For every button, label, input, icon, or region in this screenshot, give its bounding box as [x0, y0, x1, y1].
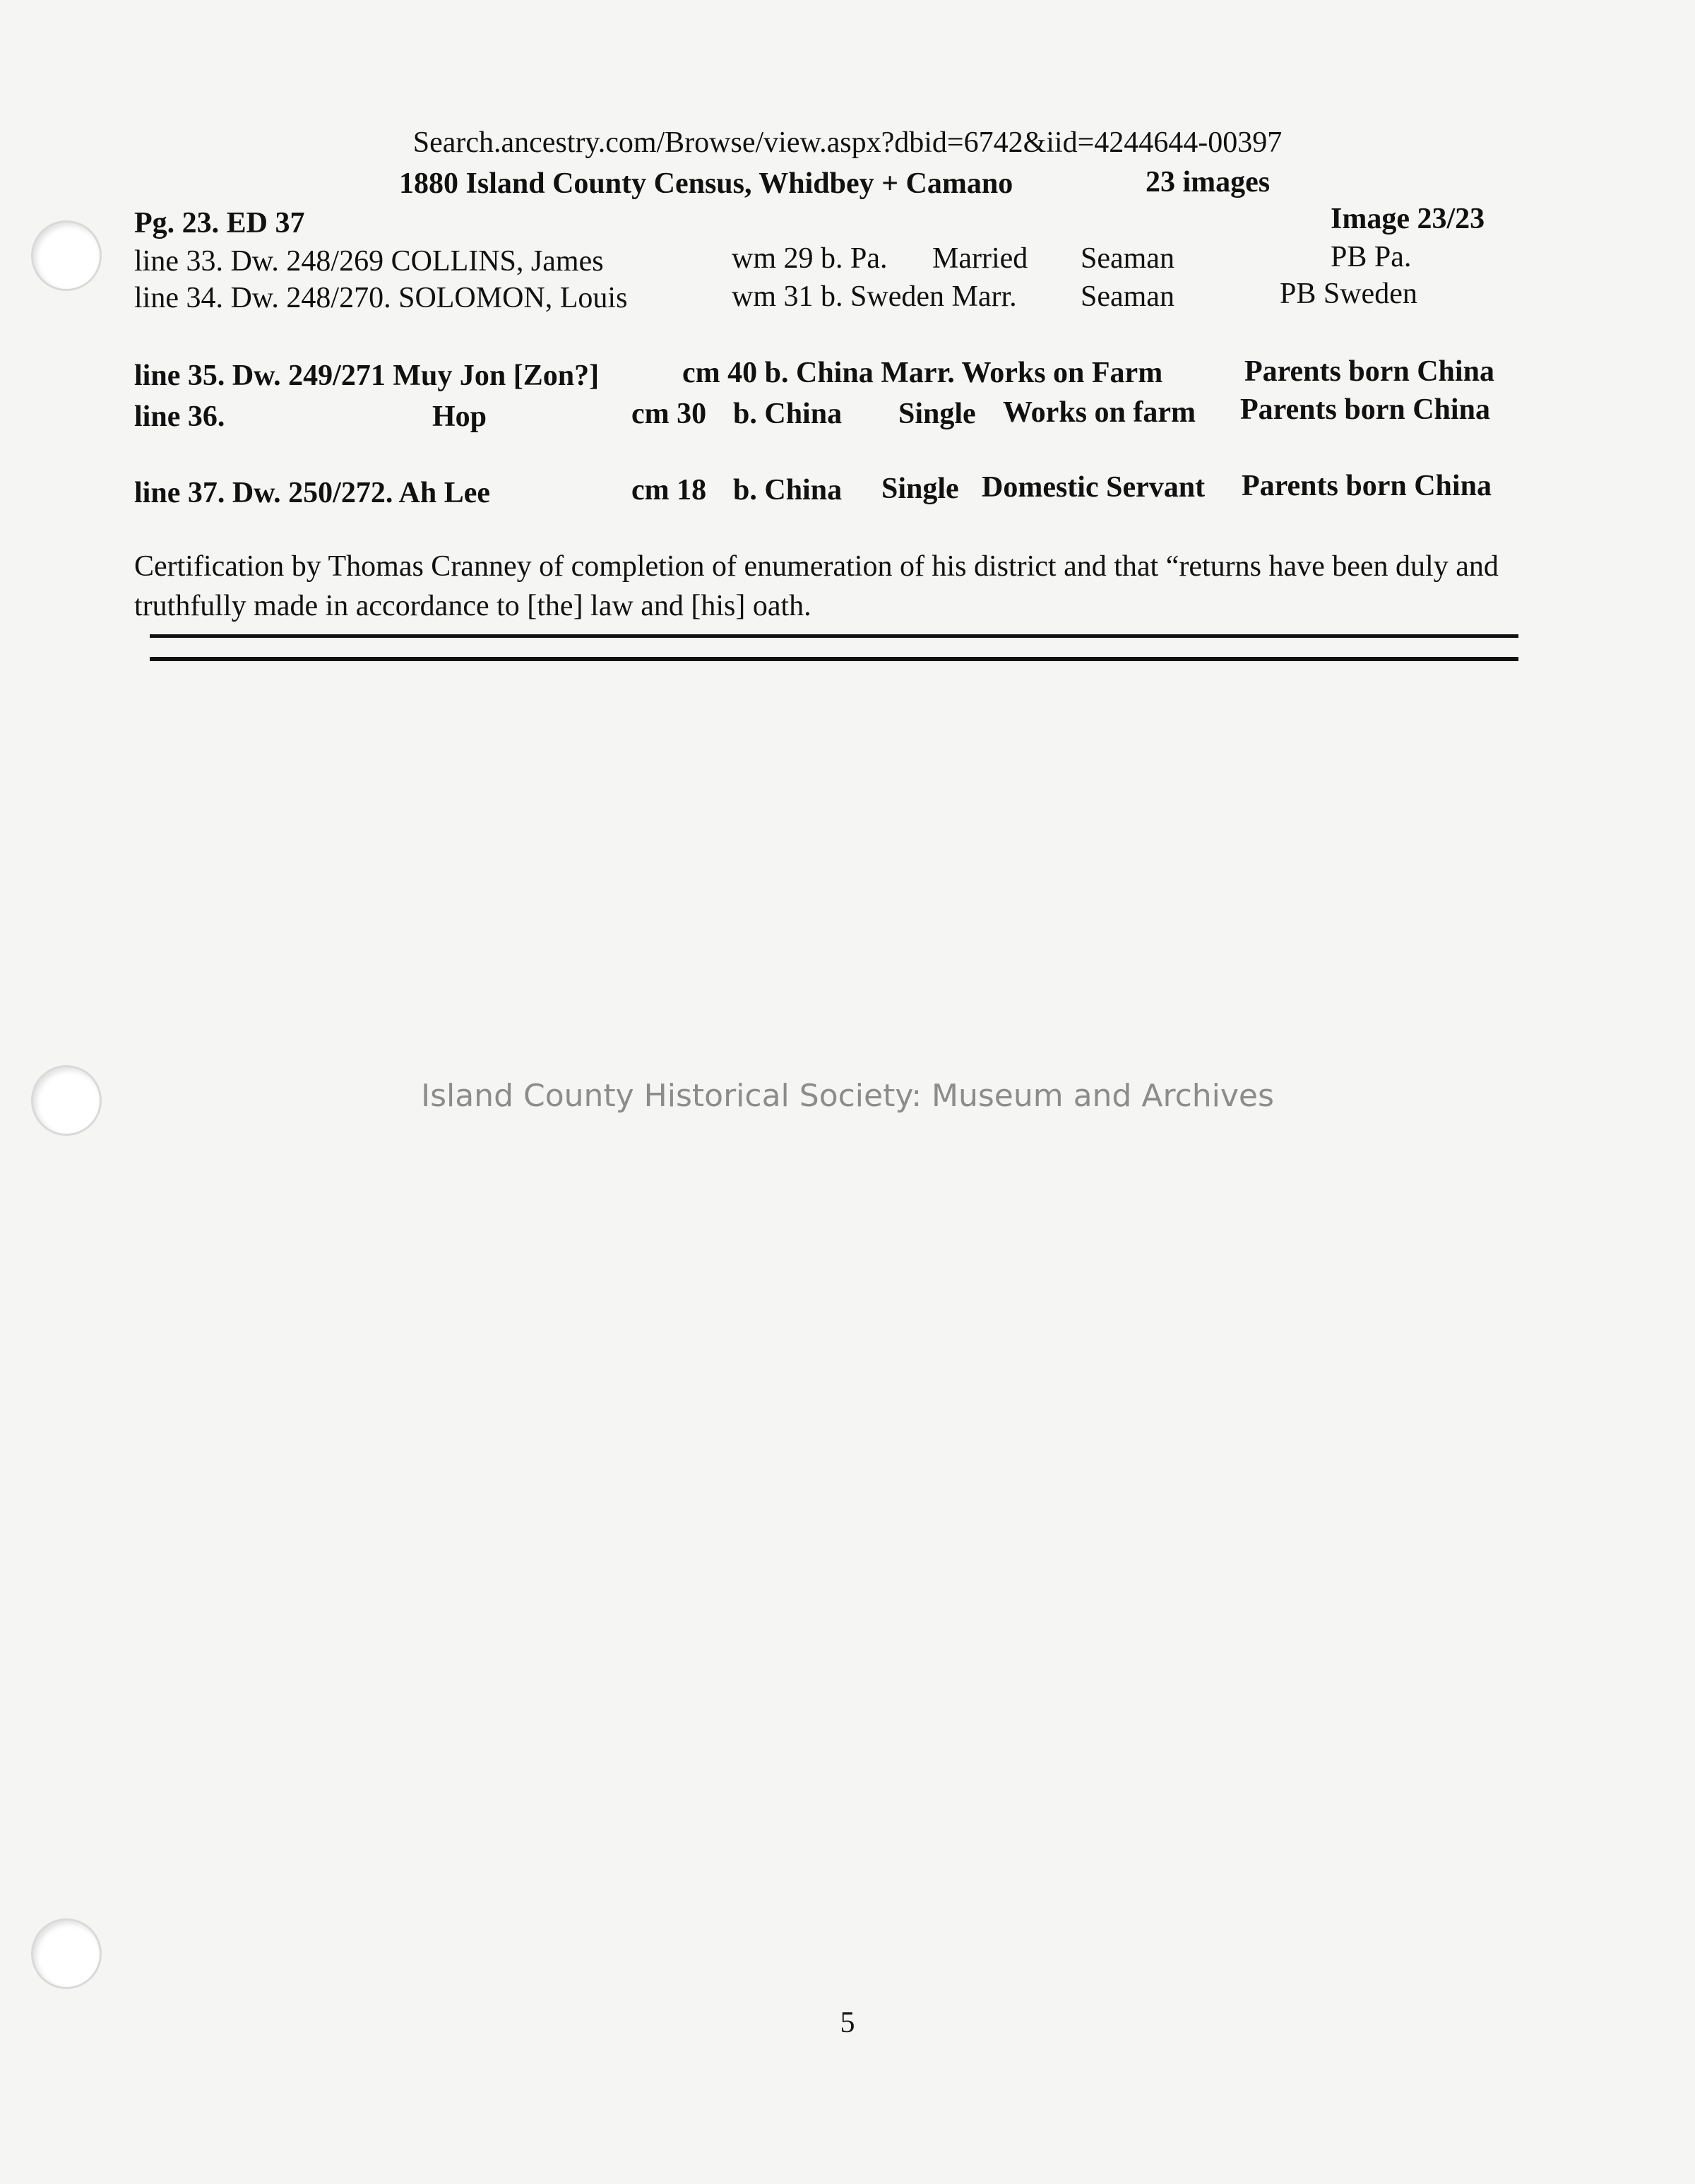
binder-hole-bottom	[31, 1918, 102, 1989]
binder-hole-top	[31, 220, 102, 291]
certification-paragraph: Certification by Thomas Cranney of completion of enumeration of his district and that “returns have been duly and truthfully made in accordance to [the] law and [his] oath.	[134, 550, 1499, 622]
record-36-info: cm 30	[631, 398, 707, 430]
record-34-parents: PB Sweden	[1280, 278, 1417, 310]
record-35-info: cm 40 b. China Marr. Works on Farm	[682, 357, 1163, 389]
page-number: 5	[840, 2007, 855, 2039]
record-37-parents: Parents born China	[1242, 470, 1492, 502]
record-37-status: Single	[881, 473, 959, 505]
record-33-line: line 33. Dw. 248/269 COLLINS, James	[134, 245, 604, 278]
image-label: Image 23/23	[1331, 203, 1485, 235]
record-34-line: line 34. Dw. 248/270. SOLOMON, Louis	[134, 282, 628, 314]
record-35-line: line 35. Dw. 249/271 Muy Jon [Zon?]	[134, 360, 600, 392]
record-37-birth: b. China	[733, 474, 843, 506]
record-36-name: Hop	[432, 400, 487, 433]
record-37-info: cm 18	[631, 474, 707, 506]
record-33-parents: PB Pa.	[1331, 241, 1412, 273]
record-36-parents: Parents born China	[1240, 393, 1490, 426]
record-33-info: wm 29 b. Pa.	[732, 242, 888, 275]
divider-rule-top	[150, 634, 1518, 638]
divider-rule-bottom	[150, 657, 1518, 661]
source-url: Search.ancestry.com/Browse/view.aspx?dbid=6742&iid=4244644-00397	[412, 126, 1283, 159]
record-35-parents: Parents born China	[1244, 355, 1494, 388]
record-34-info: wm 31 b. Sweden Marr.	[732, 280, 1017, 313]
record-33-occupation: Seaman	[1081, 242, 1174, 275]
record-36-line: line 36.	[134, 400, 225, 433]
record-36-occupation: Works on farm	[1003, 396, 1196, 429]
record-34-occupation: Seaman	[1081, 280, 1174, 313]
record-36-status: Single	[898, 398, 976, 430]
record-36-birth: b. China	[733, 398, 843, 430]
image-count: 23 images	[1146, 166, 1271, 198]
census-title: 1880 Island County Census, Whidbey + Camano	[399, 167, 1013, 200]
record-37-occupation: Domestic Servant	[982, 471, 1206, 504]
page-label: Pg. 23. ED 37	[134, 207, 305, 239]
archive-watermark: Island County Historical Society: Museum and Archives	[421, 1078, 1274, 1114]
record-37-line: line 37. Dw. 250/272. Ah Lee	[134, 477, 491, 509]
record-33-status: Married	[932, 242, 1028, 275]
